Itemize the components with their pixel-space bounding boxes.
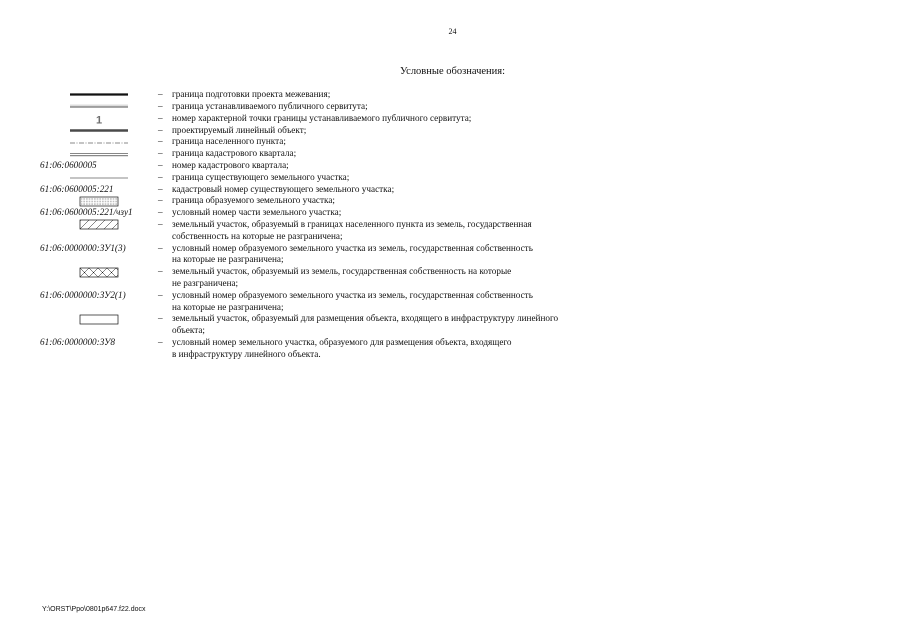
legend-description: граница населенного пункта; <box>172 136 286 147</box>
legend-code-label: 61:06:0600005:221/чзу1 <box>40 207 133 218</box>
legend-description: граница кадастрового квартала; <box>172 148 297 159</box>
legend-symbol <box>40 172 158 184</box>
legend-code-label: 61:06:0000000:ЗУ8 <box>40 336 115 347</box>
point-number-badge-icon <box>68 113 130 125</box>
legend-description: граница образуемого земельного участка; <box>172 195 335 206</box>
page-number: 24 <box>448 27 457 36</box>
legend-dash: – <box>158 183 163 194</box>
legend-row <box>40 313 660 337</box>
legend-dash: – <box>158 289 163 300</box>
legend-symbol <box>40 266 158 278</box>
legend-row <box>40 101 660 113</box>
legend-dash: – <box>158 242 163 253</box>
legend-code-label: 61:06:0600005 <box>40 159 97 170</box>
legend-code-label: 61:06:0600005:221 <box>40 183 114 194</box>
diagonal-hatch-box-icon <box>68 219 130 230</box>
legend-dash: – <box>158 266 163 277</box>
double-line-icon <box>68 149 130 160</box>
legend-list <box>40 89 660 361</box>
legend-row <box>40 337 660 361</box>
footer-file-path: Y:\ORST\Ppo\0801p647.f22.docx <box>42 606 146 613</box>
legend-row <box>40 290 660 314</box>
dash-dot-line-icon <box>68 137 130 148</box>
legend-dash: – <box>158 100 163 111</box>
legend-description: условный номер части земельного участка; <box>172 207 342 218</box>
legend-description: граница существующего земельного участка; <box>172 171 350 182</box>
legend-symbol <box>40 101 158 113</box>
cross-hatch-box-icon <box>68 267 130 278</box>
thick-black-line-icon <box>68 89 130 100</box>
legend-row <box>40 184 660 196</box>
legend-symbol <box>40 313 158 325</box>
legend-dash: – <box>158 218 163 229</box>
legend-dash: – <box>158 89 163 99</box>
legend-description: граница подготовки проекта межевания; <box>172 89 331 99</box>
legend-symbol <box>40 195 158 207</box>
legend-row <box>40 219 660 243</box>
legend-description: условный номер земельного участка, образуемого для размещения объекта, входящего в инфраструктуру линейного объекта. <box>172 336 512 359</box>
legend-row <box>40 243 660 267</box>
legend-dash: – <box>158 207 163 218</box>
legend-dash: – <box>158 159 163 170</box>
legend-description: номер кадастрового квартала; <box>172 159 289 170</box>
legend-description: условный номер образуемого земельного участка из земель, государственная собственность на которые не разграничена; <box>172 289 533 312</box>
legend-row <box>40 266 660 290</box>
legend-description: условный номер образуемого земельного участка из земель, государственная собственность на которые не разграничена; <box>172 242 533 265</box>
legend-description: земельный участок, образуемый для размещения объекта, входящего в инфраструктуру линейного объекта; <box>172 313 559 336</box>
legend-row <box>40 207 660 219</box>
bold-dark-line-icon <box>68 125 130 136</box>
legend-description: земельный участок, образуемый в границах населенного пункта из земель, государственная собственность на которые не разграничена; <box>172 218 532 241</box>
legend-description: граница устанавливаемого публичного сервитута; <box>172 100 368 111</box>
hatched-gray-line-icon <box>68 101 130 112</box>
legend-row <box>40 125 660 137</box>
legend-code-label: 61:06:0000000:ЗУ1(3) <box>40 242 126 253</box>
legend-dash: – <box>158 148 163 159</box>
legend-row <box>40 113 660 125</box>
legend-dash: – <box>158 313 163 324</box>
point-number-label: 1 <box>95 114 103 125</box>
legend-symbol <box>40 148 158 160</box>
legend-symbol <box>40 89 158 101</box>
legend-description: кадастровый номер существующего земельного участка; <box>172 183 395 194</box>
empty-box-icon <box>68 314 130 325</box>
legend-title <box>0 66 905 77</box>
thin-gray-line-icon <box>68 172 130 183</box>
legend-row <box>40 172 660 184</box>
legend-dash: – <box>158 136 163 147</box>
legend-title-text: Условные обозначения: <box>399 66 505 77</box>
legend-description: проектируемый линейный объект; <box>172 124 307 135</box>
legend-dash: – <box>158 124 163 135</box>
legend-row <box>40 148 660 160</box>
legend-dash: – <box>158 336 163 347</box>
legend-symbol <box>40 125 158 137</box>
legend-row <box>40 136 660 148</box>
legend-symbol <box>40 113 158 125</box>
legend-symbol <box>40 219 158 231</box>
legend-row <box>40 160 660 172</box>
legend-dash: – <box>158 112 163 123</box>
legend-row <box>40 195 660 207</box>
legend-dash: – <box>158 171 163 182</box>
legend-code-label: 61:06:0000000:ЗУ2(1) <box>40 289 126 300</box>
legend-row <box>40 89 660 101</box>
legend-symbol <box>40 136 158 148</box>
legend-dash: – <box>158 195 163 206</box>
legend-description: земельный участок, образуемый из земель, государственная собственность на которые не разграничена; <box>172 266 512 288</box>
dotted-fill-box-icon <box>68 196 130 207</box>
legend-description: номер характерной точки границы устанавливаемого публичного сервитута; <box>172 112 472 123</box>
